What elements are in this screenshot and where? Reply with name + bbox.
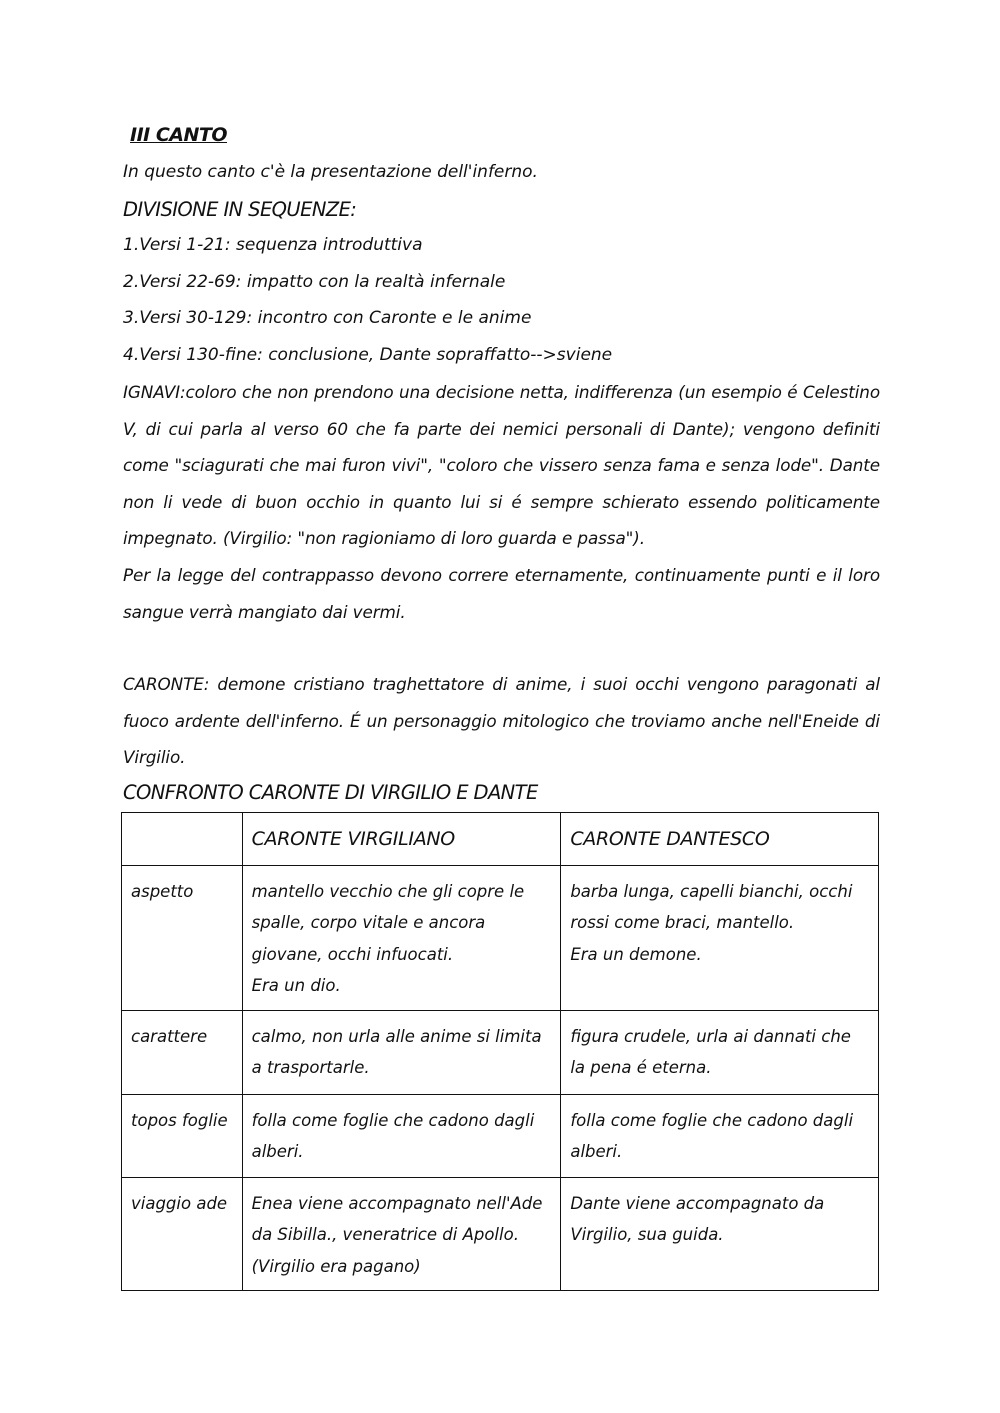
row-label-cell: viaggio ade bbox=[122, 1177, 243, 1291]
table-header-cell bbox=[122, 813, 243, 866]
table-cell: Dante viene accompagnato da Virgilio, sua guida. bbox=[561, 1177, 879, 1291]
row-label-cell: topos foglie bbox=[122, 1094, 243, 1177]
table-cell: Enea viene accompagnato nell'Ade da Sibilla., veneratrice di Apollo. (Virgilio era pagano) bbox=[242, 1177, 561, 1291]
sequence-item: 4.Versi 130-fine: conclusione, Dante sopraffatto-->sviene bbox=[123, 345, 613, 365]
table-cell: folla come foglie che cadono dagli alberi. bbox=[561, 1094, 879, 1177]
table-cell: mantello vecchio che gli copre le spalle, corpo vitale e ancora giovane, occhi infuocati. Era un dio. bbox=[242, 865, 561, 1010]
row-label-cell: carattere bbox=[122, 1010, 243, 1094]
intro-line: In questo canto c'è la presentazione dell'inferno. bbox=[123, 162, 538, 182]
table-row bbox=[122, 865, 879, 1010]
sequences-heading: DIVISIONE IN SEQUENZE: bbox=[123, 198, 357, 221]
ignavi-paragraph: IGNAVI:coloro che non prendono una decisione netta, indifferenza (un esempio é Celestino V, di cui parla al verso 60 che fa parte dei nemici personali di Dante); vengono definiti come "sciagurati che mai furon vivi", "coloro che vissero senza fama e senza lode". Dante non li vede di buon occhio in quanto lui si é sempre schierato essendo politicamente impegnato. (Virgilio: "non ragioniamo di loro guarda e passa"). bbox=[123, 382, 880, 548]
caronte-paragraph: CARONTE: demone cristiano traghettatore di anime, i suoi occhi vengono paragonati al fuoco ardente dell'inferno. É un personaggio mitologico che troviamo anche nell'Eneide di Virgilio. bbox=[123, 674, 880, 767]
table-cell: calmo, non urla alle anime si limita a trasportarle. bbox=[242, 1010, 561, 1094]
table-header-cell: CARONTE VIRGILIANO bbox=[242, 813, 561, 866]
table-cell: folla come foglie che cadono dagli alberi. bbox=[242, 1094, 561, 1177]
sequence-item: 1.Versi 1-21: sequenza introduttiva bbox=[123, 235, 423, 255]
table-header-row bbox=[122, 813, 879, 866]
table-cell: figura crudele, urla ai dannati che la pena é eterna. bbox=[561, 1010, 879, 1094]
document-title: III CANTO bbox=[130, 124, 227, 146]
comparison-heading: CONFRONTO CARONTE DI VIRGILIO E DANTE bbox=[123, 781, 538, 804]
table-row bbox=[122, 1010, 879, 1094]
sequence-item: 2.Versi 22-69: impatto con la realtà infernale bbox=[123, 272, 506, 292]
contrappasso-paragraph: Per la legge del contrappasso devono correre eternamente, continuamente punti e il loro sangue verrà mangiato dai vermi. bbox=[123, 565, 880, 622]
row-label-cell: aspetto bbox=[122, 865, 243, 1010]
table-header-cell: CARONTE DANTESCO bbox=[561, 813, 879, 866]
table-cell: barba lunga, capelli bianchi, occhi rossi come braci, mantello. Era un demone. bbox=[561, 865, 879, 1010]
sequence-item: 3.Versi 30-129: incontro con Caronte e le anime bbox=[123, 308, 532, 328]
table-row bbox=[122, 1094, 879, 1177]
table-row bbox=[122, 1177, 879, 1291]
comparison-table bbox=[121, 812, 879, 1291]
